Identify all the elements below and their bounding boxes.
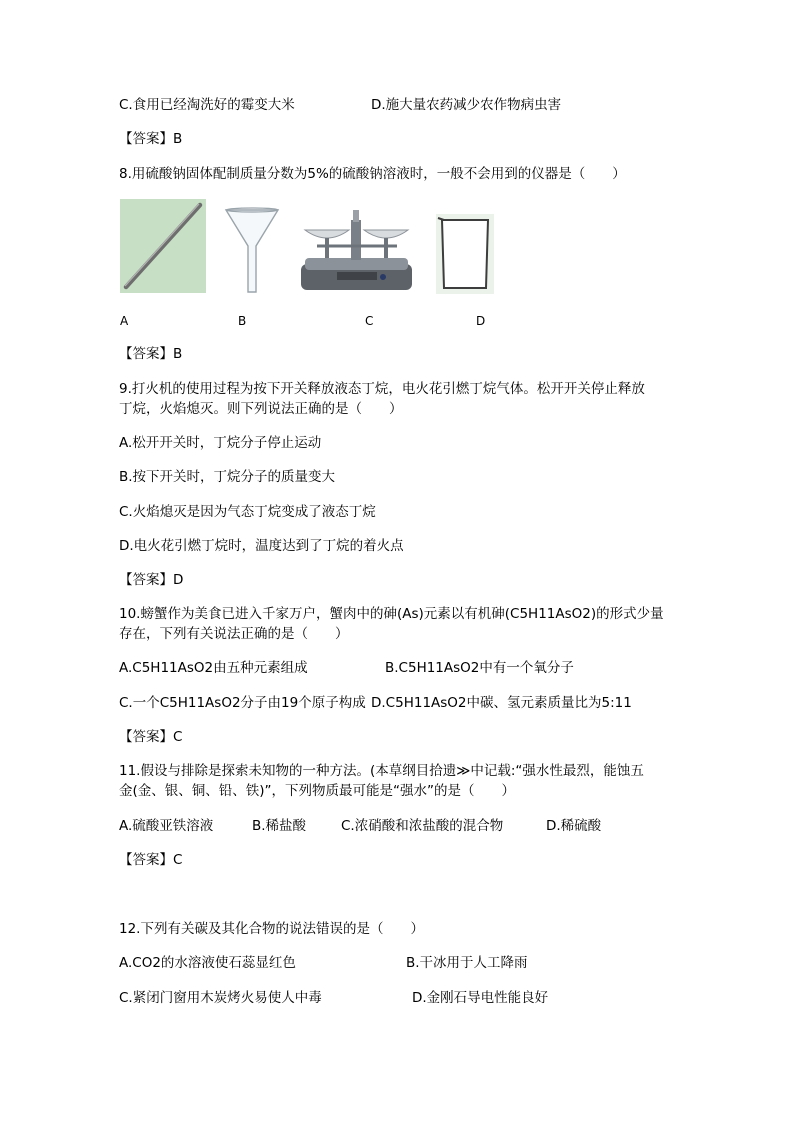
q10-options-row1 [119,659,574,677]
q8-stem: 8.用硫酸钠固体配制质量分数为5%的硫酸钠溶液时，一般不会用到的仪器是（ ） [119,166,626,182]
beaker-image [436,214,494,294]
q8-label-c: C [365,314,374,328]
q11-option-a: A.硫酸亚铁溶液 [119,818,214,834]
q9-option-d: D.电火花引燃丁烷时，温度达到了丁烷的着火点 [119,538,404,554]
q9-stem-line1: 9.打火机的使用过程为按下开关释放液态丁烷，电火花引燃丁烷气体。松开开关停止释放 [119,381,645,397]
q9-option-c: C.火焰熄灭是因为气态丁烷变成了液态丁烷 [119,504,376,520]
q10-stem-line1: 10.螃蟹作为美食已进入千家万户，蟹肉中的砷(As)元素以有机砷(C5H11AsO2)的形式少量 [119,606,664,622]
balance-image [297,206,416,294]
q11-option-c: C.浓硝酸和浓盐酸的混合物 [341,818,504,834]
q11-stem-line1: 11.假设与排除是探索未知物的一种方法。(本草纲目拾遗≫中记载:“强水性最烈，能蚀五 [119,763,644,779]
q7-option-c: C.食用已经淘洗好的霉变大米 [119,97,295,113]
q11-option-b: B.稀盐酸 [252,818,307,834]
funnel-image [222,206,282,294]
q12-option-a: A.CO2的水溶液使石蕊显红色 [119,955,296,971]
q7-option-d: D.施大量农药减少农作物病虫害 [371,97,562,113]
glass-rod-image [120,199,206,293]
q10-answer: 【答案】C [119,729,183,745]
q7-options-row [119,96,562,114]
q12-option-c: C.紧闭门窗用木炭烤火易使人中毒 [119,990,322,1006]
q9-option-a: A.松开开关时，丁烷分子停止运动 [119,435,322,451]
q7-answer: 【答案】B [119,131,183,147]
q9-stem-line2: 丁烷，火焰熄灭。则下列说法正确的是（ ） [119,401,403,417]
q12-options-row1 [119,954,528,972]
q10-option-b: B.C5H11AsO2中有一个氧分子 [385,660,574,676]
q11-answer: 【答案】C [119,852,183,868]
q9-option-b: B.按下开关时，丁烷分子的质量变大 [119,469,336,485]
q10-stem-line2: 存在，下列有关说法正确的是（ ） [119,626,349,642]
q11-stem-line2: 金(金、银、铜、铅、铁)”，下列物质最可能是“强水”的是（ ） [119,783,516,799]
q10-option-d: D.C5H11AsO2中碳、氢元素质量比为5:11 [371,695,632,711]
q10-option-c: C.一个C5H11AsO2分子由19个原子构成 [119,695,366,711]
q9-answer: 【答案】D [119,572,184,588]
q11-options-row [119,817,602,835]
q12-option-b: B.干冰用于人工降雨 [406,955,528,971]
q11-option-d: D.稀硫酸 [546,818,602,834]
q10-options-row2 [119,694,632,712]
q10-option-a: A.C5H11AsO2由五种元素组成 [119,660,308,676]
q12-options-row2 [119,989,549,1007]
q8-label-d: D [476,314,486,328]
q8-answer: 【答案】B [119,346,183,362]
q12-stem: 12.下列有关碳及其化合物的说法错误的是（ ） [119,921,424,937]
q12-option-d: D.金刚石导电性能良好 [412,990,549,1006]
q8-label-b: B [238,314,247,328]
q8-label-a: A [120,314,129,328]
